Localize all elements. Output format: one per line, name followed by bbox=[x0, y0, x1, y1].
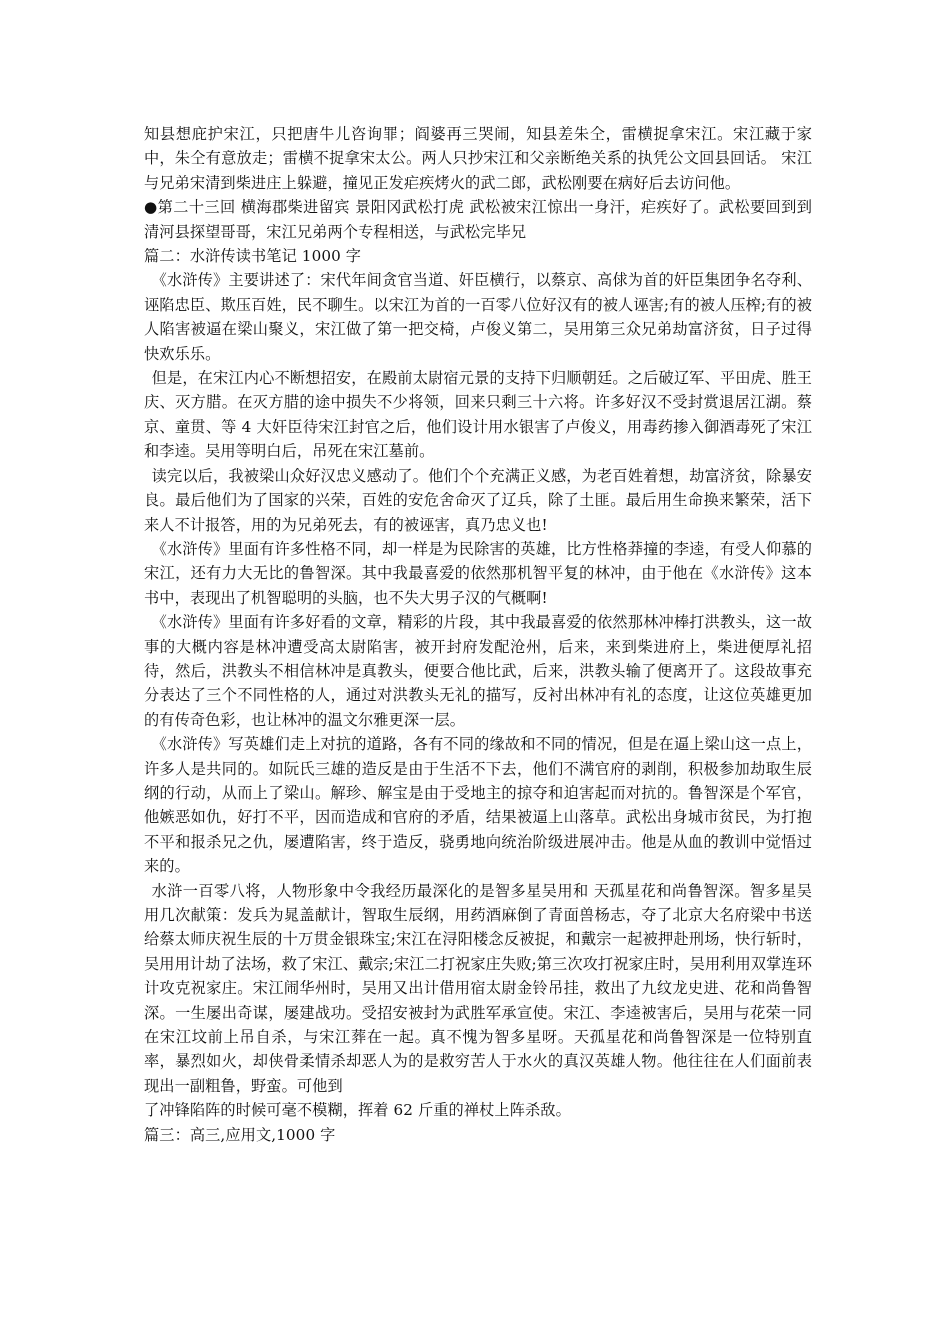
paragraph-charge: 了冲锋陷阵的时候可毫不模糊，挥着 62 斤重的禅杖上阵杀敌。 bbox=[144, 1101, 571, 1120]
paragraph-lin-chong: 《水浒传》里面有许多好看的文章，精彩的片段，其中我最喜爱的依然那林冲棒打洪教头，这一故事的大概内容是林冲遭受高太尉陷害，被开封府发配沧州，后来，来到柴进府上，柴进便厚礼招待，然后，洪教头不相信林冲是真教头，便要合他比武，后来，洪教头输了便离开了。这段故事充分表达了三个不同性格的人，通过对洪教头无礼的描写，反衬出林冲有礼的态度，让这位英雄更加的有传奇色彩，也让林冲的温文尔雅更深一层。 bbox=[144, 613, 812, 729]
paragraph-summary: 《水浒传》主要讲述了：宋代年间贪官当道、奸臣横行，以蔡京、高俅为首的奸臣集团争名夺利、诬陷忠臣、欺压百姓，民不聊生。以宋江为首的一百零八位好汉有的被人诬害;有的被人压榨;有的被人陷害被逼在梁山聚义，宋江做了第一把交椅，卢俊义第二，吴用第三众兄弟劫富济贫，日子过得快欢乐乐。 bbox=[144, 271, 812, 363]
paragraph-wu-yong-lu-zhishen: 水浒一百零八将，人物形象中令我经历最深化的是智多星吴用和 天孤星花和尚鲁智深。智多星吴用几次献策：发兵为晁盖献计，智取生辰纲，用药酒麻倒了青面兽杨志，夺了北京大名府梁中书送给蔡太师庆祝生辰的十万贯金银珠宝;宋江在浔阳楼念反被捉，和戴宗一起被押赴刑场，快行斩时，吴用用计劫了法场，救了宋江、戴宗;宋江二打祝家庄失败;第三次攻打祝家庄时，吴用利用双掌连环计攻克祝家庄。宋江闹华州时，吴用又出计借用宿太尉金铃吊挂，救出了九纹龙史进、花和尚鲁智深。一生屡出奇谋，屡建战功。受招安被封为武胜军承宣使。宋江、李逵被害后，吴用与花荣一同在宋江坟前上吊自杀，与宋江葬在一起。真不愧为智多星呀。天孤星花和尚鲁智深是一位特别直率，暴烈如火，却侠骨柔情杀却恶人为的是救穷苦人于水火的真汉英雄人物。他往往在人们面前表现出一副粗鲁，野蛮。可他到 bbox=[144, 881, 812, 1095]
paragraph-heroes: 《水浒传》里面有许多性格不同，却一样是为民除害的英雄，比方性格莽撞的李逵，有受人仰慕的宋江，还有力大无比的鲁智深。其中我最喜爱的依然那机智平复的林冲，由于他在《水浒传》这本书中，表现出了机智聪明的头脑，也不失大男子汉的气概啊! bbox=[144, 539, 812, 607]
section-heading-part-3: 篇三：高三,应用文,1000 字 bbox=[144, 1125, 336, 1144]
section-heading-part-2: 篇二：水浒传读书笔记 1000 字 bbox=[144, 247, 362, 266]
paragraph-reflection: 读完以后，我被梁山众好汉忠义感动了。他们个个充满正义感，为老百姓着想，劫富济贫，除暴安良。最后他们为了国家的兴荣，百姓的安危舍命灭了辽兵，除了土匪。最后用生命换来繁荣，活下来人不计报答，用的为兄弟死去，有的被诬害，真乃忠义也! bbox=[144, 466, 812, 534]
paragraph-zhaoan: 但是，在宋江内心不断想招安，在殿前太尉宿元景的支持下归顺朝廷。之后破辽军、平田虎、胜王庆、灭方腊。在灭方腊的途中损失不少将领，回来只剩三十六将。许多好汉不受封赏退居江湖。蔡京、童贯、等 4 大奸臣待宋江封官之后，他们设计用水银害了卢俊义，用毒药掺入御酒毒死了宋江和李逵。吴用等明白后，吊死在宋江墓前。 bbox=[144, 369, 812, 461]
paragraph-chapter-23: ●第二十三回 横海郡柴进留宾 景阳冈武松打虎 武松被宋江惊出一身汗，疟疾好了。武松要回到到清河县探望哥哥，宋江兄弟两个专程相送，与武松完毕兄 bbox=[144, 198, 812, 241]
paragraph-liangshan: 《水浒传》写英雄们走上对抗的道路，各有不同的缘故和不同的情况，但是在逼上梁山这一点上，许多人是共同的。如阮氏三雄的造反是由于生活不下去，他们不满官府的剥削，积极参加劫取生辰纲的行动，从而上了梁山。解珍、解宝是由于受地主的掠夺和迫害起而对抗的。鲁智深是个军官，他嫉恶如仇，好打不平，因而造成和官府的矛盾，结果被逼上山落草。武松出身城市贫民，为打抱不平和报杀兄之仇，屡遭陷害，终于造反，骁勇地向统治阶级进展冲击。他是从血的教训中觉悟过来的。 bbox=[144, 735, 812, 876]
paragraph-song-jiang-hides: 知县想庇护宋江，只把唐牛儿咨询罪；阎婆再三哭闹，知县差朱仝，雷横捉拿宋江。宋江藏于家中，朱仝有意放走；雷横不捉拿宋太公。两人只抄宋江和父亲断绝关系的执凭公文回县回话。 宋江与兄弟宋清到柴进庄上躲避，撞见正发疟疾烤火的武二郎，武松刚要在病好后去访问他。 bbox=[144, 125, 812, 192]
document-body bbox=[144, 122, 812, 1147]
